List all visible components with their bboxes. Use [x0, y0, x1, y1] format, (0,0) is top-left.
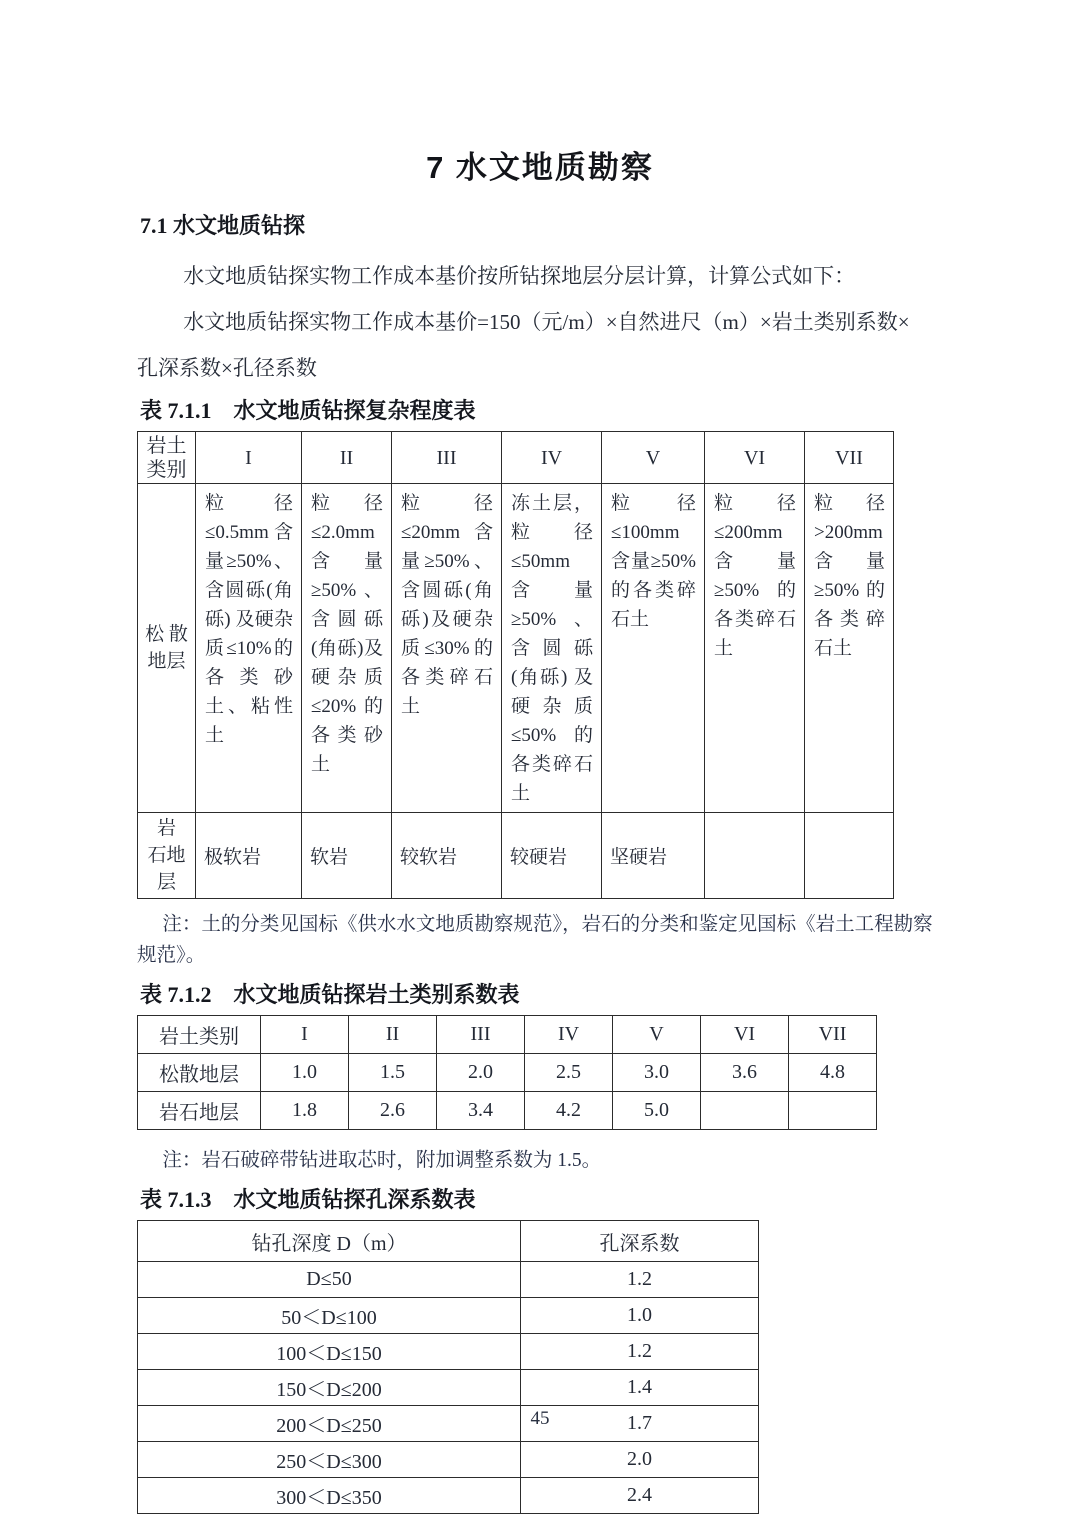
value-cell — [701, 1092, 789, 1130]
desc-cell: 粒径≤20mm 含量≥50%、含圆砾(角砾)及硬杂质≤30%的各类碎石土 — [392, 484, 502, 813]
value-cell — [789, 1092, 877, 1130]
body-text — [137, 253, 947, 391]
value-cell: 3.0 — [613, 1054, 701, 1092]
depth-range-cell: 50＜D≤100 — [138, 1298, 521, 1334]
table-header-row — [138, 1016, 877, 1054]
row-label-cell: 松 散地层 — [138, 484, 196, 813]
coeff-header-cell: 孔深系数 — [521, 1221, 759, 1262]
row-label-cell: 松散地层 — [138, 1054, 261, 1092]
corner-header-cell: 岩土类别 — [138, 1016, 261, 1054]
rock-cell — [805, 813, 894, 899]
value-cell: 2.6 — [349, 1092, 437, 1130]
class-header-cell: VII — [789, 1016, 877, 1054]
value-cell: 2.0 — [437, 1054, 525, 1092]
value-cell: 4.2 — [525, 1092, 613, 1130]
table-712-note — [137, 1145, 949, 1176]
depth-row — [138, 1370, 759, 1406]
class-header-cell: IV — [502, 432, 602, 484]
depth-row — [138, 1334, 759, 1370]
class-header-cell: III — [392, 432, 502, 484]
rock-stratum-row — [138, 813, 894, 899]
rock-cell: 较软岩 — [392, 813, 502, 899]
class-header-cell: V — [613, 1016, 701, 1054]
depth-range-cell: 200＜D≤250 — [138, 1406, 521, 1442]
intro-paragraph: 水文地质钻探实物工作成本基价按所钻探地层分层计算，计算公式如下： — [183, 264, 856, 288]
class-coefficient-table — [137, 1015, 877, 1130]
depth-row — [138, 1442, 759, 1478]
table-713-caption: 表 7.1.3 水文地质钻探孔深系数表 — [140, 1187, 476, 1212]
desc-cell: 粒径≤0.5mm 含量≥50%、含圆砾(角砾) 及硬杂质≤10%的各类砂土、粘性土 — [196, 484, 302, 813]
class-header-cell: I — [196, 432, 302, 484]
class-header-cell: II — [349, 1016, 437, 1054]
desc-cell: 粒径≤2.0mm 含量≥50%、含圆砾(角砾)及硬杂质≤20%的各类砂土 — [302, 484, 392, 813]
desc-cell: 粒径>200mm含量≥50%的各类碎石土 — [805, 484, 894, 813]
value-cell: 4.8 — [789, 1054, 877, 1092]
coefficient-row — [138, 1054, 877, 1092]
desc-cell: 冻土层，粒径≤50mm 含量≥50%、含圆砾(角砾) 及硬杂质≤50%的各类碎石土 — [502, 484, 602, 813]
formula-line-2: 孔深系数×孔径系数 — [137, 356, 317, 380]
depth-row — [138, 1298, 759, 1334]
note-line: 注：土的分类见国标《供水水文地质勘察规范》，岩石的分类和鉴定见国标《岩土工程勘察 — [162, 914, 933, 935]
value-cell: 1.5 — [349, 1054, 437, 1092]
page-number: 45 — [530, 1408, 550, 1429]
value-cell: 3.6 — [701, 1054, 789, 1092]
coeff-value-cell: 2.4 — [521, 1478, 759, 1514]
depth-header-cell: 钻孔深度 D（m） — [138, 1221, 521, 1262]
value-cell: 3.4 — [437, 1092, 525, 1130]
depth-range-cell: 250＜D≤300 — [138, 1442, 521, 1478]
section-heading: 7.1 水文地质钻探 — [140, 213, 306, 238]
depth-row — [138, 1478, 759, 1514]
row-label-cell: 岩 石地层 — [138, 813, 196, 899]
coeff-value-cell: 1.2 — [521, 1262, 759, 1298]
depth-range-cell: 300＜D≤350 — [138, 1478, 521, 1514]
depth-coefficient-table — [137, 1220, 759, 1514]
coeff-value-cell: 1.7 — [521, 1406, 759, 1442]
row-label-cell: 岩石地层 — [138, 1092, 261, 1130]
table-header-row — [138, 1221, 759, 1262]
class-header-cell: VI — [705, 432, 805, 484]
class-header-cell: II — [302, 432, 392, 484]
rock-cell: 坚硬岩 — [602, 813, 705, 899]
coeff-value-cell: 1.4 — [521, 1370, 759, 1406]
table-711-note — [137, 909, 949, 971]
rock-cell: 极软岩 — [196, 813, 302, 899]
depth-range-cell: D≤50 — [138, 1262, 521, 1298]
class-header-cell: III — [437, 1016, 525, 1054]
class-header-cell: IV — [525, 1016, 613, 1054]
class-header-cell: I — [261, 1016, 349, 1054]
class-header-cell: V — [602, 432, 705, 484]
value-cell: 5.0 — [613, 1092, 701, 1130]
note-line: 规范》。 — [137, 945, 206, 966]
depth-row — [138, 1262, 759, 1298]
complexity-table — [137, 431, 894, 899]
class-header-cell: VI — [701, 1016, 789, 1054]
coefficient-row — [138, 1092, 877, 1130]
value-cell: 2.5 — [525, 1054, 613, 1092]
desc-cell: 粒径≤100mm含量≥50%的各类碎石土 — [602, 484, 705, 813]
depth-range-cell: 150＜D≤200 — [138, 1370, 521, 1406]
formula-line-1: 水文地质钻探实物工作成本基价=150（元/m）×自然进尺（m）×岩土类别系数× — [183, 310, 910, 334]
table-711-caption: 表 7.1.1 水文地质钻探复杂程度表 — [140, 398, 476, 423]
value-cell: 1.0 — [261, 1054, 349, 1092]
coeff-value-cell: 1.0 — [521, 1298, 759, 1334]
class-header-cell: VII — [805, 432, 894, 484]
loose-stratum-row — [138, 484, 894, 813]
table-header-row — [138, 432, 894, 484]
rock-cell: 较硬岩 — [502, 813, 602, 899]
desc-cell: 粒径≤200mm含量≥50%的各类碎石土 — [705, 484, 805, 813]
corner-header-cell: 岩土类别 — [138, 432, 196, 484]
table-712-caption: 表 7.1.2 水文地质钻探岩土类别系数表 — [140, 982, 520, 1007]
value-cell: 1.8 — [261, 1092, 349, 1130]
rock-cell — [705, 813, 805, 899]
coeff-value-cell: 2.0 — [521, 1442, 759, 1478]
depth-range-cell: 100＜D≤150 — [138, 1334, 521, 1370]
page-title: 7 水文地质勘察 — [426, 150, 654, 185]
note-line: 注：岩石破碎带钻进取芯时，附加调整系数为 1.5。 — [162, 1150, 602, 1171]
coeff-value-cell: 1.2 — [521, 1334, 759, 1370]
rock-cell: 软岩 — [302, 813, 392, 899]
